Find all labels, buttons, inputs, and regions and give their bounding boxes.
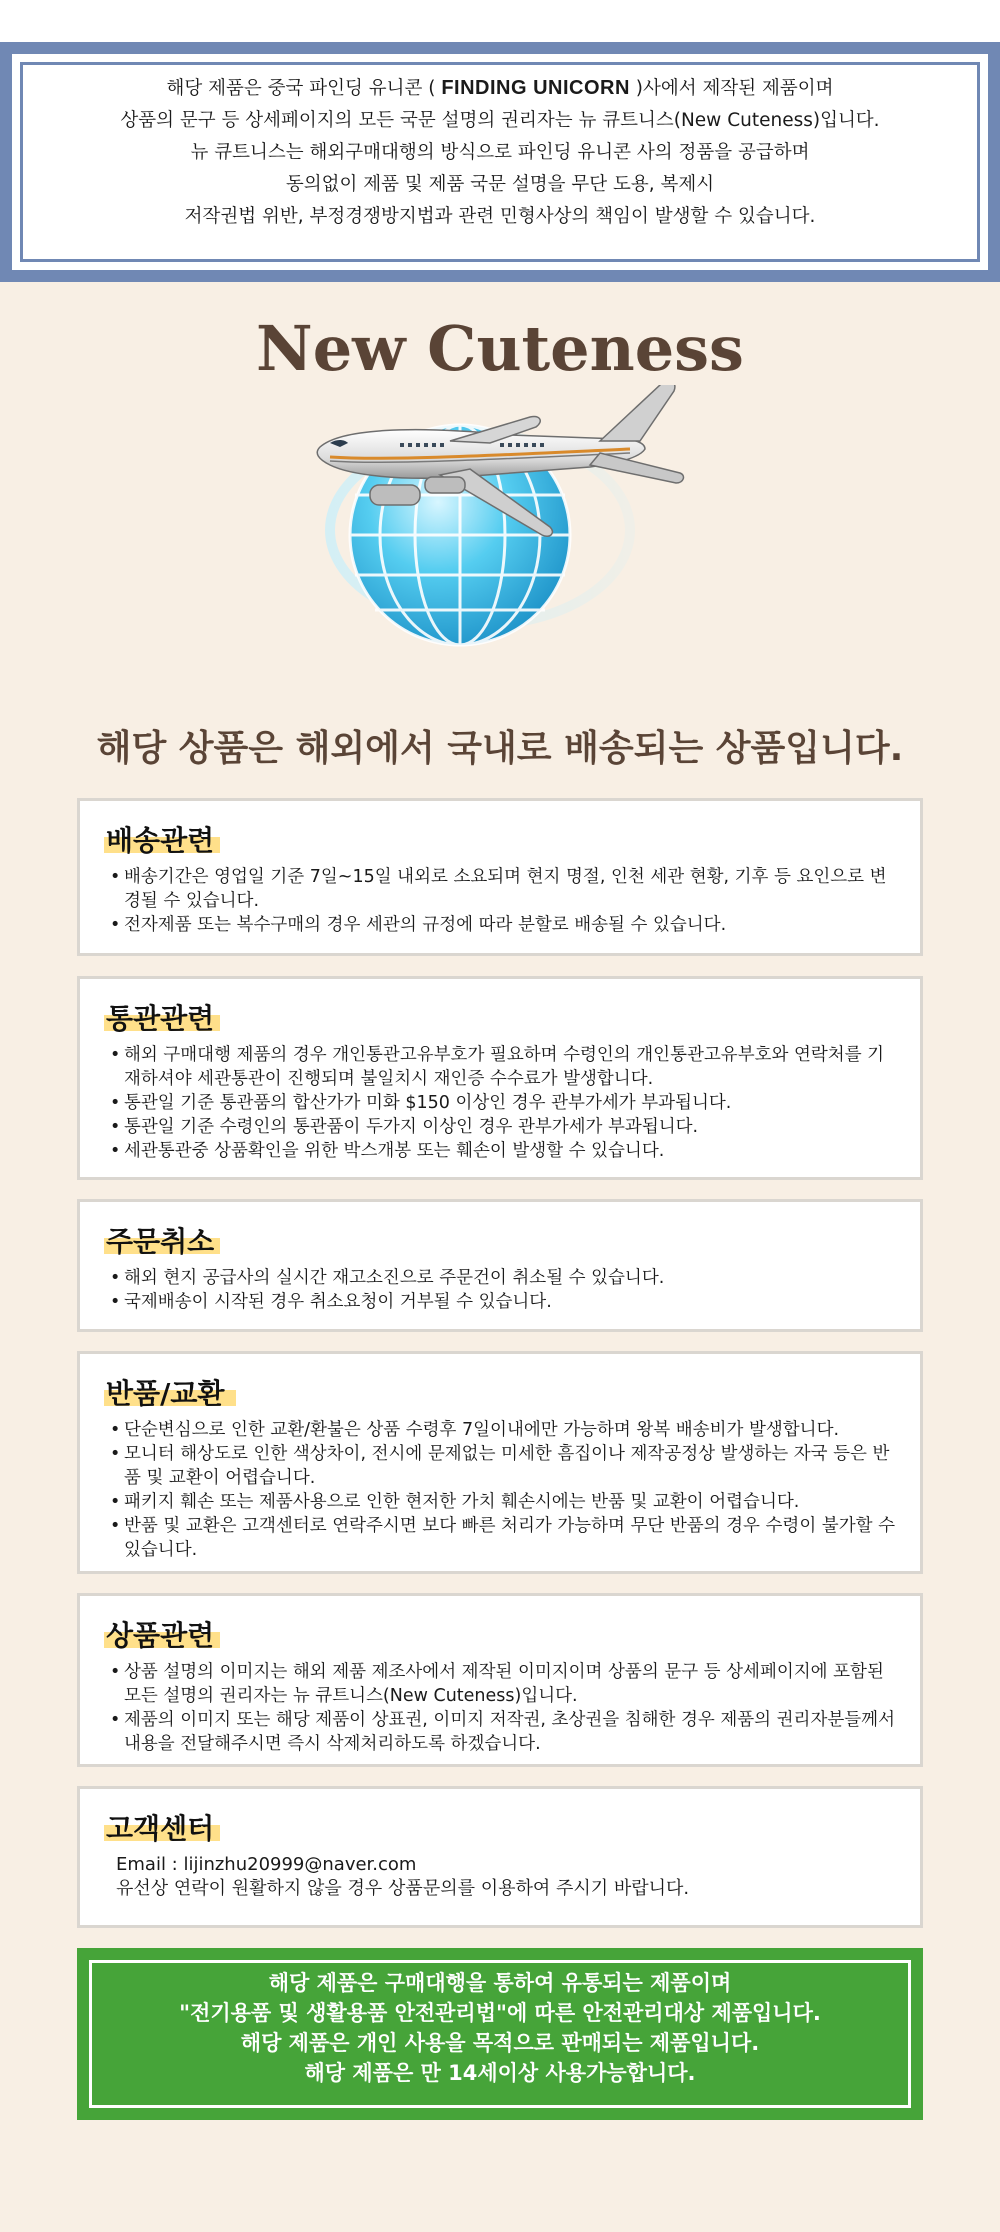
product-title: 상품관련 (106, 1619, 215, 1652)
returns-title: 반품/교환 (106, 1377, 225, 1410)
list-item: • 모니터 해상도로 인한 색상차이, 전시에 문제없는 미세한 흠집이나 제작공정상 발생하는 자국 등은 반품 및 교환이 어렵습니다. (110, 1442, 900, 1490)
contact-info (116, 1853, 689, 1901)
list-item: • 통관일 기준 수령인의 통관품이 두가지 이상인 경우 관부가세가 부과됩니다. (110, 1115, 900, 1139)
product-card (77, 1593, 923, 1767)
shipping-title: 배송관련 (106, 824, 215, 857)
shipping-list (110, 865, 900, 937)
list-item: • 패키지 훼손 또는 제품사용으로 인한 현저한 가치 훼손시에는 반품 및 교환이 어렵습니다. (110, 1490, 900, 1514)
cancel-title: 주문취소 (106, 1225, 215, 1258)
safety-line-1: 해당 제품은 구매대행을 통하여 유통되는 제품이며 (268, 1971, 732, 1995)
safety-notice-text (77, 1968, 923, 2088)
notice-line-1 (0, 72, 1000, 105)
returns-list (110, 1418, 900, 1562)
shipping-headline: 해당 상품은 해외에서 국내로 배송되는 상품입니다. (96, 728, 904, 769)
list-item: • 세관통관중 상품확인을 위한 박스개봉 또는 훼손이 발생할 수 있습니다. (110, 1139, 900, 1163)
list-item: • 제품의 이미지 또는 해당 제품이 상표권, 이미지 저작권, 초상권을 침해한 경우 제품의 권리자분들께서 내용을 전달해주시면 즉시 삭제처리하도록 하겠습니다. (110, 1708, 900, 1756)
customs-list (110, 1043, 900, 1163)
cancel-list (110, 1266, 900, 1314)
list-item: • 해외 현지 공급사의 실시간 재고소진으로 주문건이 취소될 수 있습니다. (110, 1266, 900, 1290)
airplane-globe-icon (300, 385, 700, 650)
product-list (110, 1660, 900, 1756)
list-item: • 해외 구매대행 제품의 경우 개인통관고유부호가 필요하며 수령인의 개인통관고유부호와 연락처를 기재하셔야 세관통관이 진행되며 불일치시 재인증 수수료가 발생합니다. (110, 1043, 900, 1091)
list-item: • 단순변심으로 인한 교환/환불은 상품 수령후 7일이내에만 가능하며 왕복 배송비가 발생합니다. (110, 1418, 900, 1442)
brand-title: New Cuteness (256, 312, 744, 385)
list-item: • 전자제품 또는 복수구매의 경우 세관의 규정에 따라 분할로 배송될 수 있습니다. (110, 913, 900, 937)
notice-line-3: 뉴 큐트니스는 해외구매대행의 방식으로 파인딩 유니콘 사의 정품을 공급하며 (190, 142, 810, 163)
list-item: • 국제배송이 시작된 경우 취소요청이 거부될 수 있습니다. (110, 1290, 900, 1314)
notice-line-5: 저작권법 위반, 부정경쟁방지법과 관련 민형사상의 책임이 발생할 수 있습니다. (184, 206, 816, 227)
returns-card (77, 1351, 923, 1574)
support-card (77, 1786, 923, 1928)
support-title: 고객센터 (106, 1812, 215, 1845)
notice-line-2: 상품의 문구 등 상세페이지의 모든 국문 설명의 권리자는 뉴 큐트니스(New Cuteness)입니다. (120, 110, 880, 131)
customs-title: 통관관련 (106, 1002, 215, 1035)
safety-line-2: "전기용품 및 생활용품 안전관리법"에 따른 안전관리대상 제품입니다. (179, 2001, 821, 2025)
safety-notice (77, 1948, 923, 2120)
cancel-card (77, 1199, 923, 1332)
list-item: • 상품 설명의 이미지는 해외 제품 제조사에서 제작된 이미지이며 상품의 문구 등 상세페이지에 포함된 모든 설명의 권리자는 뉴 큐트니스(New Cuteness)입니다. (110, 1660, 900, 1708)
notice-line-1-pre: 해당 제품은 중국 파인딩 유니콘 ( (166, 78, 442, 99)
top-strip (0, 0, 1000, 42)
safety-line-3: 해당 제품은 개인 사용을 목적으로 판매되는 제품입니다. (240, 2031, 760, 2055)
support-email: Email : lijinzhu20999@naver.com (116, 1854, 417, 1875)
shipping-card (77, 798, 923, 956)
list-item: • 반품 및 교환은 고객센터로 연락주시면 보다 빠른 처리가 가능하며 무단 반품의 경우 수령이 불가할 수 있습니다. (110, 1514, 900, 1562)
copyright-notice (0, 42, 1000, 282)
list-item: • 배송기간은 영업일 기준 7일~15일 내외로 소요되며 현지 명절, 인천 세관 현황, 기후 등 요인으로 변경될 수 있습니다. (110, 865, 900, 913)
support-note: 유선상 연락이 원활하지 않을 경우 상품문의를 이용하여 주시기 바랍니다. (116, 1878, 690, 1899)
list-item: • 통관일 기준 통관품의 합산가가 미화 $150 이상인 경우 관부가세가 부과됩니다. (110, 1091, 900, 1115)
notice-line-1-post: )사에서 제작된 제품이며 (629, 78, 834, 99)
notice-text (0, 72, 1000, 233)
safety-line-4: 해당 제품은 만 14세이상 사용가능합니다. (304, 2061, 696, 2085)
notice-line-4: 동의없이 제품 및 제품 국문 설명을 무단 도용, 복제시 (285, 174, 715, 195)
customs-card (77, 976, 923, 1180)
finding-unicorn-logo: FINDING UNICORN (441, 77, 630, 99)
